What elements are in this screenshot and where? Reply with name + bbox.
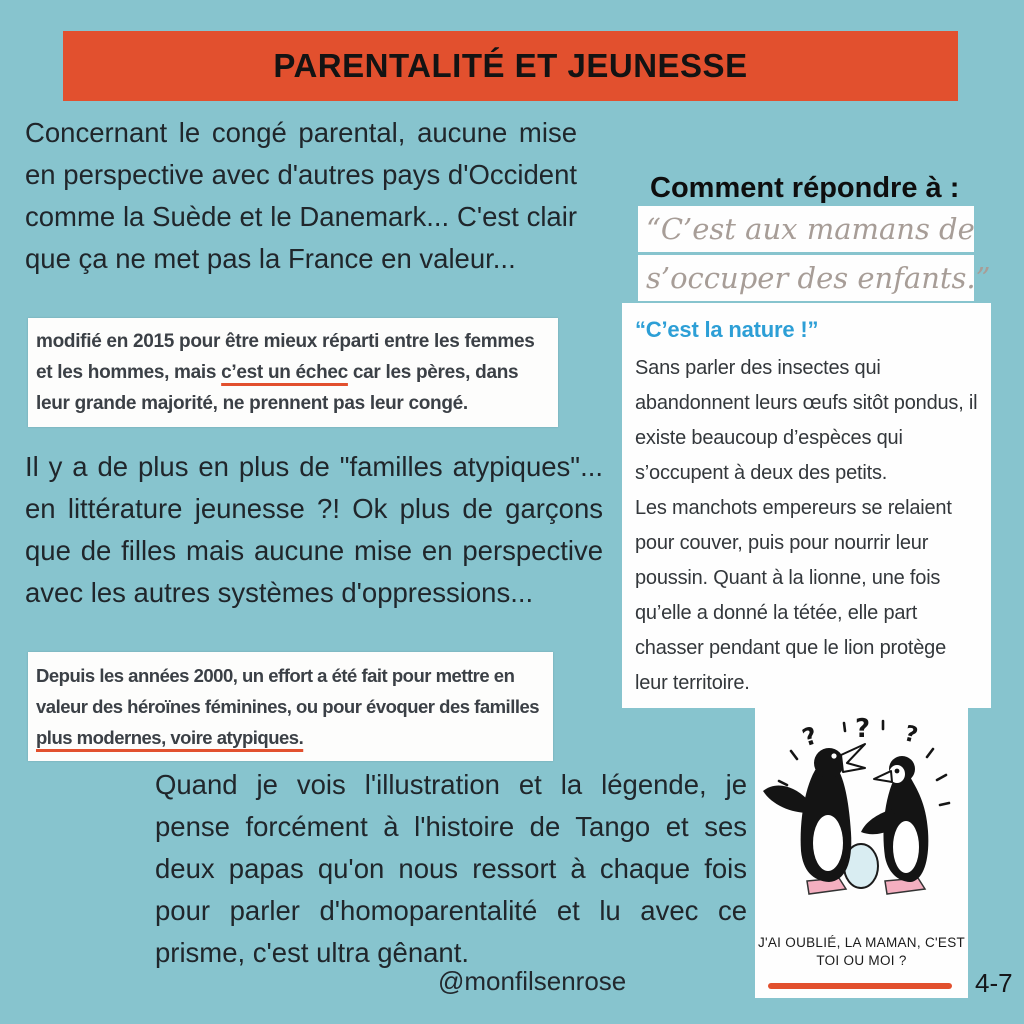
excerpt-text: car les pères, dans leur grande majorité, ne prennent pas leur congé.	[36, 362, 519, 414]
paragraph-familles-atypiques: Il y a de plus en plus de "familles atypiques"... en littérature jeunesse ?! Ok plus de garçons que de filles mais aucune mise en perspective avec les autres systèmes d'oppressions...	[25, 451, 603, 608]
caption-underline-bar	[768, 983, 952, 989]
page-title: PARENTALITÉ ET JEUNESSE	[273, 47, 748, 84]
book-excerpt-conge	[28, 318, 558, 427]
underlined-text: plus modernes, voire atypiques.	[36, 727, 304, 748]
instagram-handle: @monfilsenrose	[438, 966, 627, 996]
quote-line: s’occuper des enfants.”	[638, 255, 974, 301]
quote-line: “C’est aux mamans de	[638, 206, 974, 252]
cartoon-caption	[755, 934, 968, 970]
nature-excerpt-paragraph: Les manchots empereurs se relaient pour couver, puis pour nourrir leur poussin. Quant à la lionne, une fois qu’elle a donné la tétée, elle part chasser pendant que le lion protège leur territoire.	[635, 497, 952, 694]
nature-excerpt-box	[622, 303, 991, 708]
penguins-egg-illustration	[755, 711, 968, 906]
page-number: 4-7	[975, 968, 1013, 998]
answer-heading: Comment répondre à :	[650, 172, 960, 204]
nature-excerpt-paragraph: Sans parler des insectes qui abandonnent leurs œufs sitôt pondus, il existe beaucoup d’espèces qui s’occupent à deux des petits.	[635, 357, 978, 484]
excerpt-text: modifié en 2015 pour être mieux réparti entre les femmes et les hommes, mais	[36, 331, 535, 383]
paragraph-tango: Quand je vois l'illustration et la légende, je pense forcément à l'histoire de Tango et ses deux papas qu'on nous ressort à chaque fois pour parler d'homoparentalité et lu avec ce prisme, c'est ultra gênant.	[155, 769, 747, 968]
page-title-banner	[63, 31, 958, 101]
excerpt-text: Depuis les années 2000, un effort a été fait pour mettre en valeur des héroïnes féminines, ou pour évoquer des familles	[36, 665, 540, 717]
quote-box	[638, 206, 991, 304]
book-excerpt-heroines	[28, 652, 553, 761]
svg-text:?: ?	[798, 721, 821, 753]
underlined-text: c’est un échec	[221, 362, 348, 383]
nature-excerpt-title: “C’est la nature !”	[635, 317, 819, 342]
svg-text:?: ?	[901, 721, 921, 749]
penguin-cartoon-card	[755, 703, 968, 998]
paragraph-conge-parental: Concernant le congé parental, aucune mise en perspective avec d'autres pays d'Occident comme la Suède et le Danemark... C'est clair que ça ne met pas la France en valeur...	[25, 117, 577, 274]
caption-line: TOI OU MOI ?	[816, 953, 907, 968]
svg-text:?: ?	[855, 714, 871, 744]
caption-line: J'AI OUBLIÉ, LA MAMAN, C'EST	[757, 935, 966, 950]
